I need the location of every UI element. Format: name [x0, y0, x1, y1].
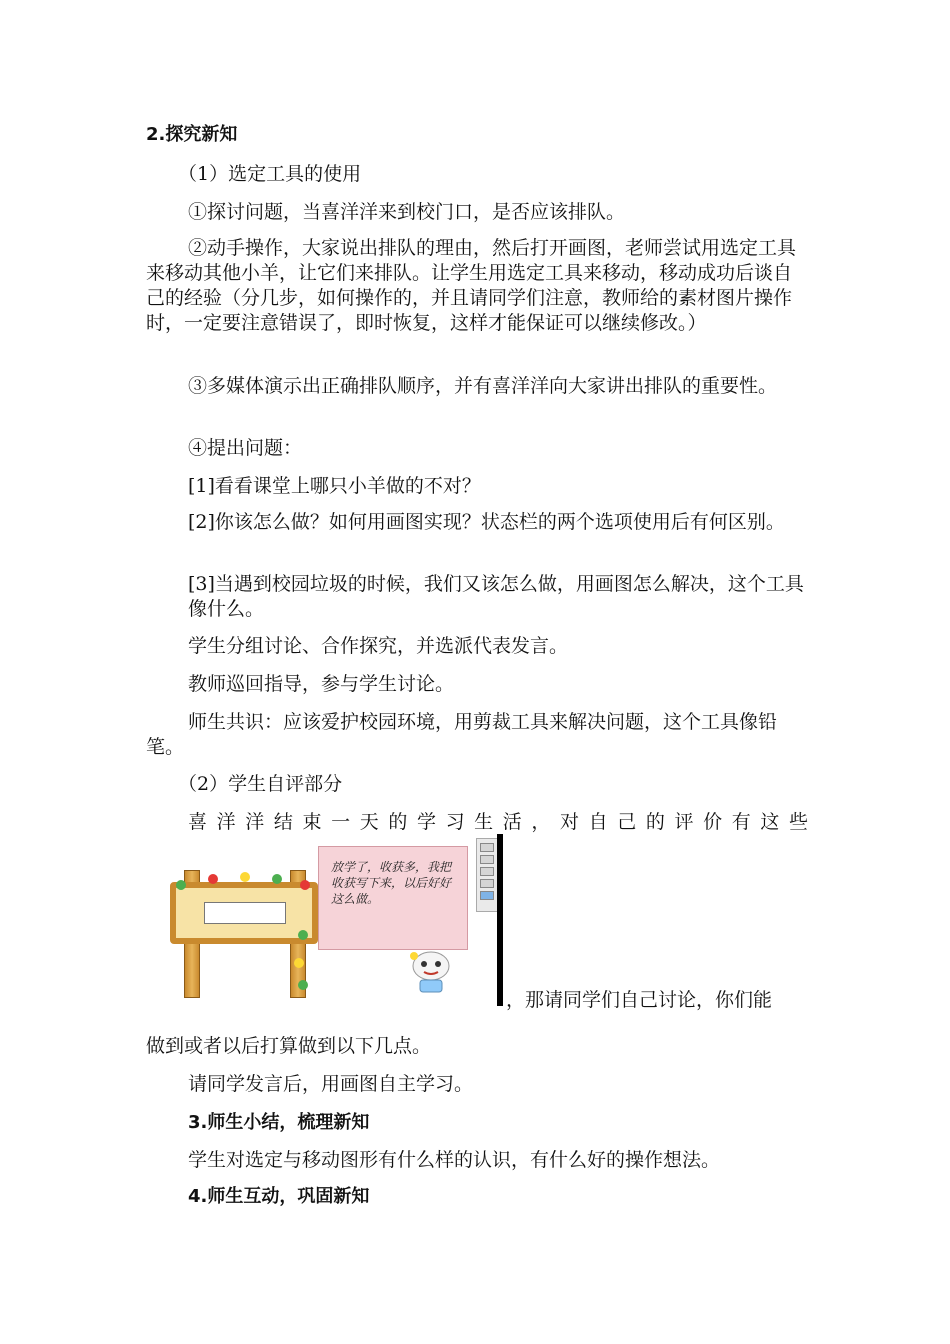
section-3-body: 学生对选定与移动图形有什么样的认识，有什么好的操作想法。 — [188, 1149, 721, 1171]
group-discussion: 学生分组讨论、合作探究，并选派代表发言。 — [188, 635, 569, 657]
teacher-guidance: 教师巡回指导，参与学生讨论。 — [188, 673, 455, 695]
self-eval-line-3: 做到或者以后打算做到以下几点。 — [146, 1035, 432, 1057]
consensus: 师生共识：应该爱护校园环境，用剪裁工具来解决问题，这个工具像铅笔。 — [146, 711, 778, 758]
subsection-2-title: （2）学生自评部分 — [178, 773, 343, 795]
question-2: [2]你该怎么做？如何用画图实现？状态栏的两个选项使用后有何区别。 — [188, 511, 785, 533]
image-divider-bar — [497, 834, 503, 1006]
section-4-title: 4.师生互动，巩固新知 — [188, 1186, 370, 1207]
step-2: ②动手操作，大家说出排队的理由，然后打开画图，老师尝试用选定工具来移动其他小羊，让它们来排队。让学生用选定工具来移动，移动成功后谈自己的经验（分几步，如何操作的，并且请同学们注意，教师给的素材图片操作时，一定要注意错误了，即时恢复，这样才能保证可以继续修改。） — [146, 237, 797, 334]
speak-instruction: 请同学发言后，用画图自主学习。 — [188, 1073, 474, 1095]
step-4: ④提出问题： — [188, 437, 303, 459]
question-1: [1]看看课堂上哪只小羊做的不对？ — [188, 475, 481, 497]
self-eval-line-1: 喜洋洋结束一天的学习生活，对自己的评价有这些 — [188, 811, 808, 833]
self-eval-line-2: ，那请同学们自己讨论，你们能 — [506, 989, 773, 1011]
section-3-title: 3.师生小结，梳理新知 — [188, 1112, 370, 1133]
speech-bubble-text: 放学了，收获多，我把收获写下来，以后好好这么做。 — [331, 860, 452, 906]
subsection-1-title: （1）选定工具的使用 — [178, 163, 362, 185]
sheep-character-icon — [400, 944, 462, 996]
paint-toolbar-image — [476, 838, 498, 912]
section-2-title: 2.探究新知 — [146, 124, 238, 145]
step-3: ③多媒体演示出正确排队顺序，并有喜洋洋向大家讲出排队的重要性。 — [188, 375, 778, 397]
step-1: ①探讨问题，当喜洋洋来到校门口，是否应该排队。 — [188, 201, 626, 223]
speech-bubble — [318, 846, 468, 950]
question-3: [3]当遇到校园垃圾的时候，我们又该怎么做，用画图怎么解决，这个工具像什么。 — [188, 573, 804, 620]
